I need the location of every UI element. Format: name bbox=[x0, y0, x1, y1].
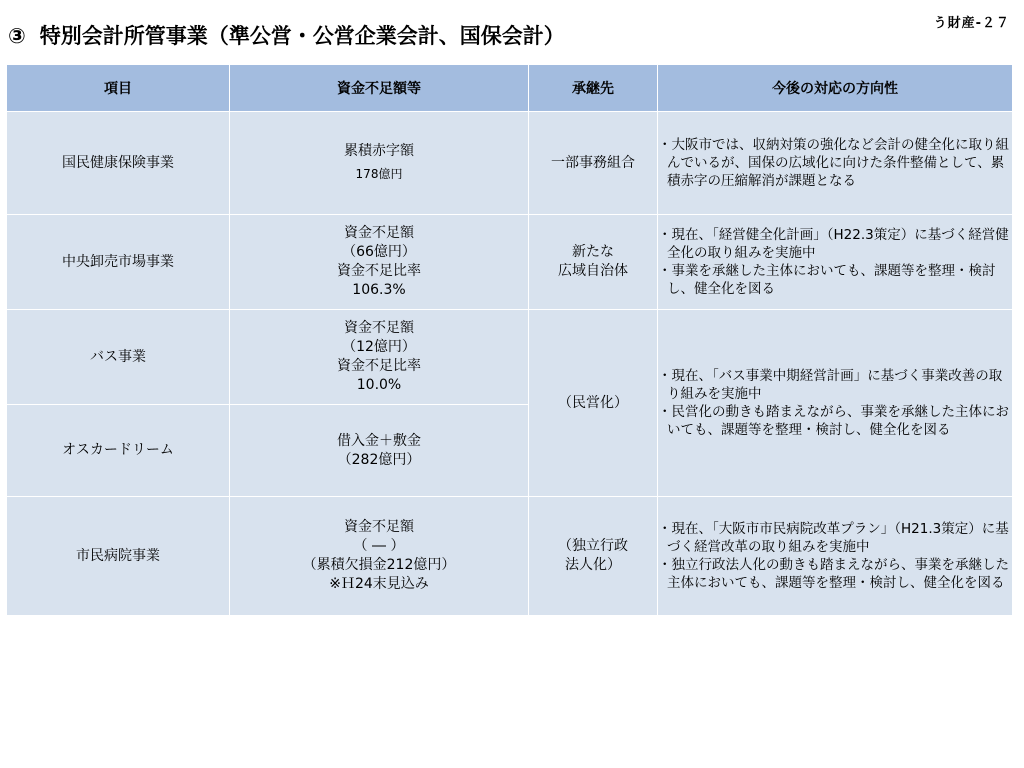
cell-item: バス事業 bbox=[7, 310, 230, 405]
cell-direction-merged bbox=[658, 310, 1013, 497]
amount-line: 資金不足額 bbox=[344, 225, 414, 241]
cell-item: 市民病院事業 bbox=[7, 497, 230, 616]
header-successor: 承継先 bbox=[529, 65, 658, 112]
cell-amount bbox=[230, 405, 529, 497]
cell-amount bbox=[230, 310, 529, 405]
cell-successor bbox=[529, 497, 658, 616]
cell-direction bbox=[658, 215, 1013, 310]
successor-line: 広域自治体 bbox=[558, 263, 628, 279]
cell-direction bbox=[658, 112, 1013, 215]
amount-line: 資金不足額 bbox=[344, 320, 414, 336]
direction-note: ・現在、「経営健全化計画」（H22.3策定）に基づく経営健全化の取り組みを実施中 bbox=[658, 227, 1009, 261]
amount-line: ※Ｈ24末見込み bbox=[329, 576, 429, 592]
special-account-table bbox=[6, 64, 1013, 616]
direction-note: ・大阪市では、収納対策の強化など会計の健全化に取り組んでいるが、国保の広域化に向けた条件整備として、累積赤字の圧縮解消が課題となる bbox=[658, 137, 1009, 189]
table-row bbox=[7, 112, 1013, 215]
amount-line: （12億円） bbox=[342, 339, 416, 355]
amount-line: 資金不足額 bbox=[344, 519, 414, 535]
amount-line: 資金不足比率 bbox=[337, 263, 421, 279]
amount-line: 106.3% bbox=[352, 282, 406, 298]
direction-note: ・現在、「大阪市市民病院改革プラン」（H21.3策定）に基づく経営改革の取り組みを実施中 bbox=[658, 521, 1009, 555]
header-shortfall: 資金不足額等 bbox=[230, 65, 529, 112]
direction-note: ・現在、「バス事業中期経営計画」に基づく事業改善の取り組みを実施中 bbox=[658, 368, 1003, 402]
amount-line: （282億円） bbox=[337, 451, 421, 468]
cell-item: 中央卸売市場事業 bbox=[7, 215, 230, 310]
cell-amount bbox=[230, 112, 529, 215]
successor-line: 法人化） bbox=[565, 557, 621, 573]
amount-line: （66億円） bbox=[342, 244, 416, 260]
cell-successor bbox=[529, 215, 658, 310]
amount-line: （ ― ） bbox=[353, 538, 405, 554]
amount-line: （累積欠損金212億円） bbox=[302, 557, 456, 573]
section-number: ③ bbox=[8, 24, 26, 48]
amount-line: 178億円 bbox=[355, 167, 403, 181]
cell-successor: 一部事務組合 bbox=[529, 112, 658, 215]
direction-note: ・民営化の動きも踏まえながら、事業を承継した主体においても、課題等を整理・検討し、健全化を図る bbox=[658, 404, 1009, 438]
cell-amount bbox=[230, 497, 529, 616]
amount-line: 借入金＋敷金 bbox=[337, 432, 421, 449]
table-row bbox=[7, 310, 1013, 405]
header-item: 項目 bbox=[7, 65, 230, 112]
amount-line: 資金不足比率 bbox=[337, 358, 421, 374]
header-direction: 今後の対応の方向性 bbox=[658, 65, 1013, 112]
table-row bbox=[7, 497, 1013, 616]
amount-line: 10.0% bbox=[356, 377, 402, 393]
successor-line: （独立行政 bbox=[558, 538, 628, 554]
direction-note: ・事業を承継した主体においても、課題等を整理・検討し、健全化を図る bbox=[658, 263, 996, 297]
cell-successor-merged: （民営化） bbox=[529, 310, 658, 497]
amount-line: 累積赤字額 bbox=[344, 143, 414, 159]
cell-amount bbox=[230, 215, 529, 310]
table-header-row bbox=[7, 65, 1013, 112]
cell-item: オスカードリーム bbox=[7, 405, 230, 497]
page-number-label: う財産-２７ bbox=[933, 16, 1010, 31]
direction-note: ・独立行政法人化の動きも踏まえながら、事業を承継した主体においても、課題等を整理・検討し、健全化を図る bbox=[658, 557, 1009, 591]
cell-direction bbox=[658, 497, 1013, 616]
successor-line: 新たな bbox=[572, 244, 614, 260]
section-title-text: 特別会計所管事業（準公営・公営企業会計、国保会計） bbox=[39, 24, 565, 48]
cell-item: 国民健康保険事業 bbox=[7, 112, 230, 215]
table-row bbox=[7, 215, 1013, 310]
page-title bbox=[8, 20, 565, 50]
